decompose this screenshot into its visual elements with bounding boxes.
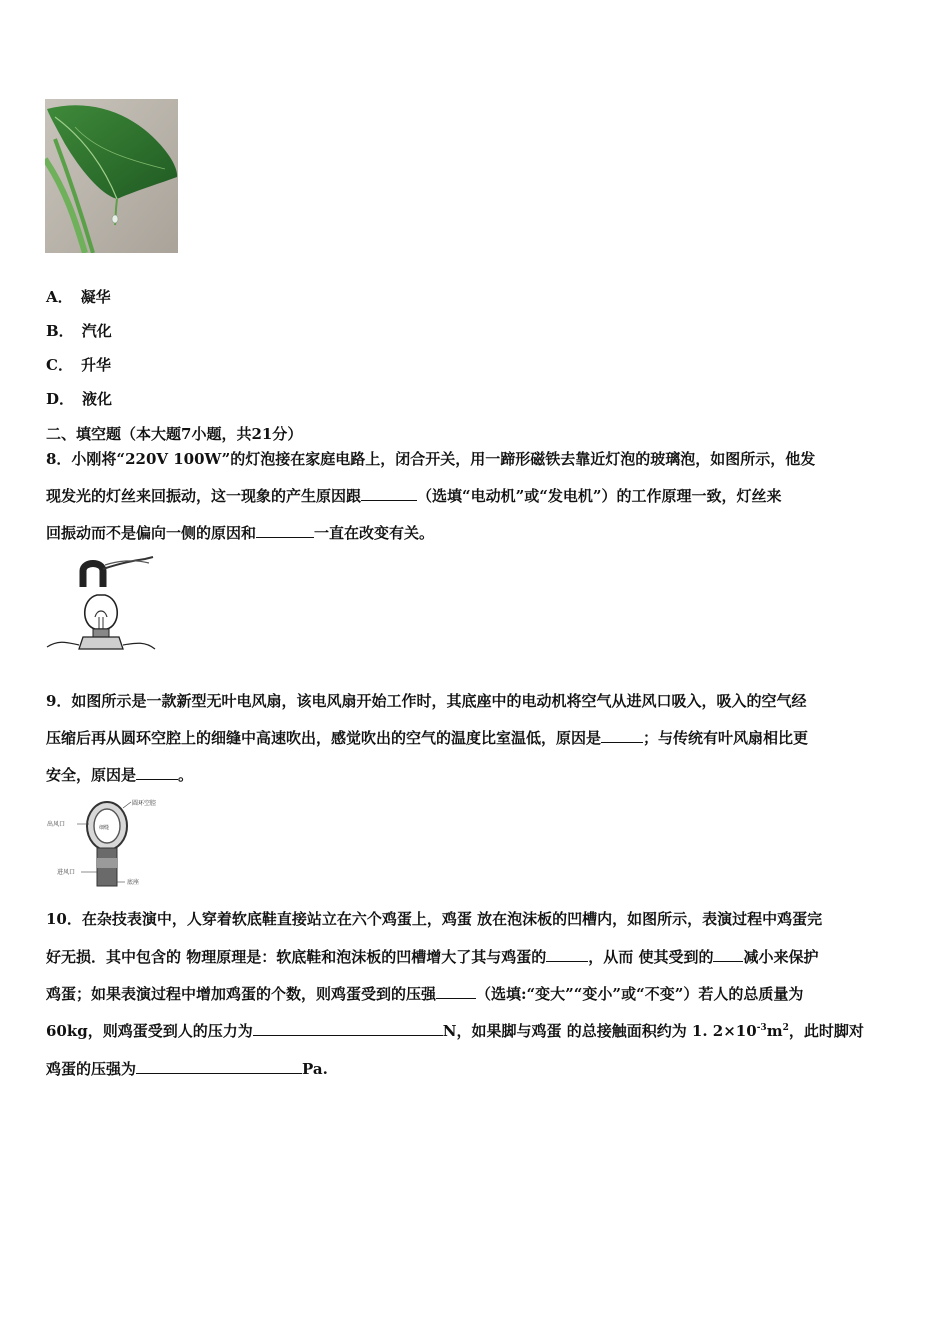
q10-text: N，如果脚与鸡蛋 的总接触面积约为 1. 2×10	[442, 1022, 757, 1040]
q9-line-3	[46, 764, 193, 785]
q10-text: Pa.	[302, 1060, 328, 1078]
q9-text: ；与传统有叶风扇相比更	[643, 729, 809, 747]
option-a	[46, 286, 111, 307]
q10-line-3	[46, 983, 803, 1004]
q8-blank-1[interactable]	[361, 488, 417, 501]
q10-text: ，从而 使其受到的	[588, 948, 714, 966]
option-text: 液化	[82, 390, 113, 408]
q9-line-2	[46, 727, 808, 748]
q8-text: 现发光的灯丝来回振动，这一现象的产生原因跟	[46, 487, 362, 505]
q10-text: 60kg，则鸡蛋受到人的压力为	[46, 1022, 253, 1040]
option-letter: D．	[46, 390, 75, 408]
option-d	[46, 388, 112, 409]
fig-label-base: 底座	[127, 879, 140, 886]
section-title: 二、填空题（本大题7小题，共21分）	[46, 425, 303, 443]
q10-text: m	[766, 1022, 783, 1040]
option-c	[46, 354, 111, 375]
fig-label-cavity: 细缝	[99, 825, 110, 831]
q9-blank-2[interactable]	[136, 767, 178, 780]
q10-blank-1[interactable]	[546, 949, 588, 962]
q10-blank-3[interactable]	[436, 986, 476, 999]
q10-text: （选填:“变大”“变小”或“不变”）若人的总质量为	[476, 985, 804, 1003]
q9-line-1: 9．如图所示是一款新型无叶电风扇，该电风扇开始工作时，其底座中的电动机将空气从进风口吸入，吸入的空气经	[46, 692, 807, 710]
q9-text: 。	[178, 766, 194, 784]
q10-line-5	[46, 1058, 328, 1079]
q8-text: 一直在改变有关。	[314, 524, 435, 542]
q10-line-1: 10．在杂技表演中，人穿着软底鞋直接站立在六个鸡蛋上，鸡蛋 放在泡沫板的凹槽内，如图所示，表演过程中鸡蛋完	[46, 910, 823, 928]
option-text: 升华	[80, 356, 111, 374]
magnet-bulb-figure	[45, 553, 157, 661]
q10-blank-2[interactable]	[713, 949, 743, 962]
fig-label-ring: 圆环空腔	[132, 800, 157, 807]
fig-label-outlet: 出风口	[47, 821, 66, 828]
option-b	[46, 320, 112, 341]
leaf-dewdrop-photo	[45, 99, 178, 253]
q9-text: 安全，原因是	[46, 766, 137, 784]
q10-text: 好无损．其中包含的 物理原理是：软底鞋和泡沫板的凹槽增大了其与鸡蛋的	[46, 948, 547, 966]
fig-label-inlet: 进风口	[57, 869, 76, 876]
q10-text: 鸡蛋；如果表演过程中增加鸡蛋的个数，则鸡蛋受到的压强	[46, 985, 437, 1003]
option-letter: A．	[46, 288, 73, 306]
bladeless-fan-figure	[45, 796, 173, 890]
q8-line-2	[46, 485, 782, 506]
q10-text: 减小来保护	[743, 948, 819, 966]
q10-exponent: 2	[782, 1023, 789, 1033]
q8-blank-2[interactable]	[256, 525, 314, 538]
q9-text: 压缩后再从圆环空腔上的细缝中高速吹出，感觉吹出的空气的温度比室温低，原因是	[46, 729, 602, 747]
q10-text: ，此时脚对	[788, 1022, 864, 1040]
q10-text: 鸡蛋的压强为	[46, 1060, 137, 1078]
q8-text: （选填“电动机”或“发电机”）的工作原理一致，灯丝来	[417, 487, 782, 505]
q9-blank-1[interactable]	[601, 730, 643, 743]
q10-line-2	[46, 946, 818, 967]
q10-line-4	[46, 1020, 864, 1041]
q8-text: 回振动而不是偏向一侧的原因和	[46, 524, 257, 542]
q8-line-1: 8．小刚将“220V 100W”的灯泡接在家庭电路上，闭合开关，用一蹄形磁铁去靠近灯泡的玻璃泡，如图所示，他发	[46, 450, 816, 468]
q10-blank-4[interactable]	[253, 1023, 443, 1036]
option-text: 汽化	[81, 322, 112, 340]
q8-line-3	[46, 522, 434, 543]
q10-blank-5[interactable]	[136, 1061, 302, 1074]
q10-exponent: -3	[756, 1023, 767, 1033]
option-letter: B．	[46, 322, 74, 340]
option-text: 凝华	[80, 288, 111, 306]
option-letter: C．	[46, 356, 73, 374]
